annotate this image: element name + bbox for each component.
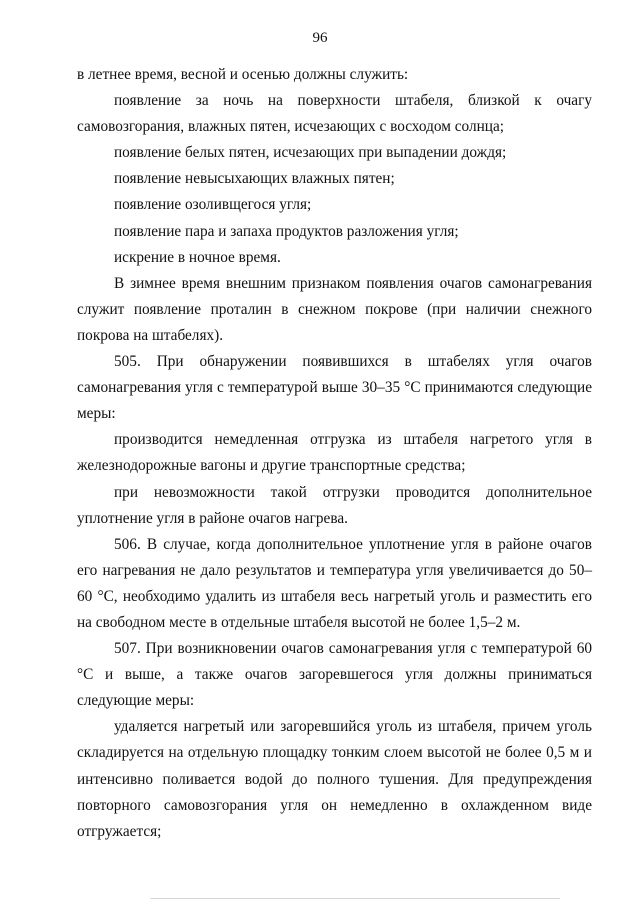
paragraph-item-505: 505. При обнаружении появившихся в штабелях угля очагов самонагревания угля с температурой выше 30–35 °С принимаются следующие меры: [77, 353, 592, 423]
page-number: 96 [312, 30, 328, 46]
paragraph-wet-spots-night: появление за ночь на поверхности штабеля, близкой к очагу самовозгорания, влажных пятен, исчезающих с восходом солнца; [77, 92, 592, 136]
paragraph-white-spots: появление белых пятен, исчезающих при выпадении дождя; [114, 144, 507, 162]
paragraph-item-506: 506. В случае, когда дополнительное уплотнение угля в районе очагов его нагревания не дало результатов и температура угля увеличивается до 50–60 °С, необходимо удалить из штабеля весь нагретый уголь и разместить его на свободном месте в отдельные штабеля высотой не более 1,5–2 м. [77, 535, 592, 631]
page-bottom-edge [150, 898, 560, 899]
paragraph-nondrying-spots: появление невысыхающих влажных пятен; [114, 170, 395, 188]
paragraph-immediate-shipment: производится немедленная отгрузка из штабеля нагретого угля в железнодорожные вагоны и другие транспортные средства; [77, 431, 592, 475]
paragraph-summer-intro: в летнее время, весной и осенью должны служить: [77, 66, 409, 83]
paragraph-item-507: 507. При возникновении очагов самонагревания угля с температурой 60 °С и выше, а также очагов загоревшегося угля должны приниматься следующие меры: [77, 640, 592, 710]
document-body [77, 62, 592, 845]
paragraph-extra-compaction: при невозможности такой отгрузки проводится дополнительное уплотнение угля в районе очагов нагрева. [77, 483, 592, 527]
paragraph-night-sparks: искрение в ночное время. [114, 248, 281, 266]
paragraph-ashed-coal: появление озоливщегося угля; [114, 196, 312, 214]
paragraph-steam-smell: появление пара и запаха продуктов разложения угля; [114, 222, 459, 240]
paragraph-remove-burning-coal: удаляется нагретый или загоревшийся уголь из штабеля, причем уголь складируется на отдельную площадку тонким слоем высотой не более 0,5 м и интенсивно поливается водой до полного тушения. Для предупреждения повторного самовозгорания угля он немедленно в охлажденном виде отгружается; [77, 718, 592, 840]
paragraph-winter-sign: В зимнее время внешним признаком появления очагов самонагревания служит появление проталин в снежном покрове (при наличии снежного покрова на штабелях). [77, 274, 592, 344]
